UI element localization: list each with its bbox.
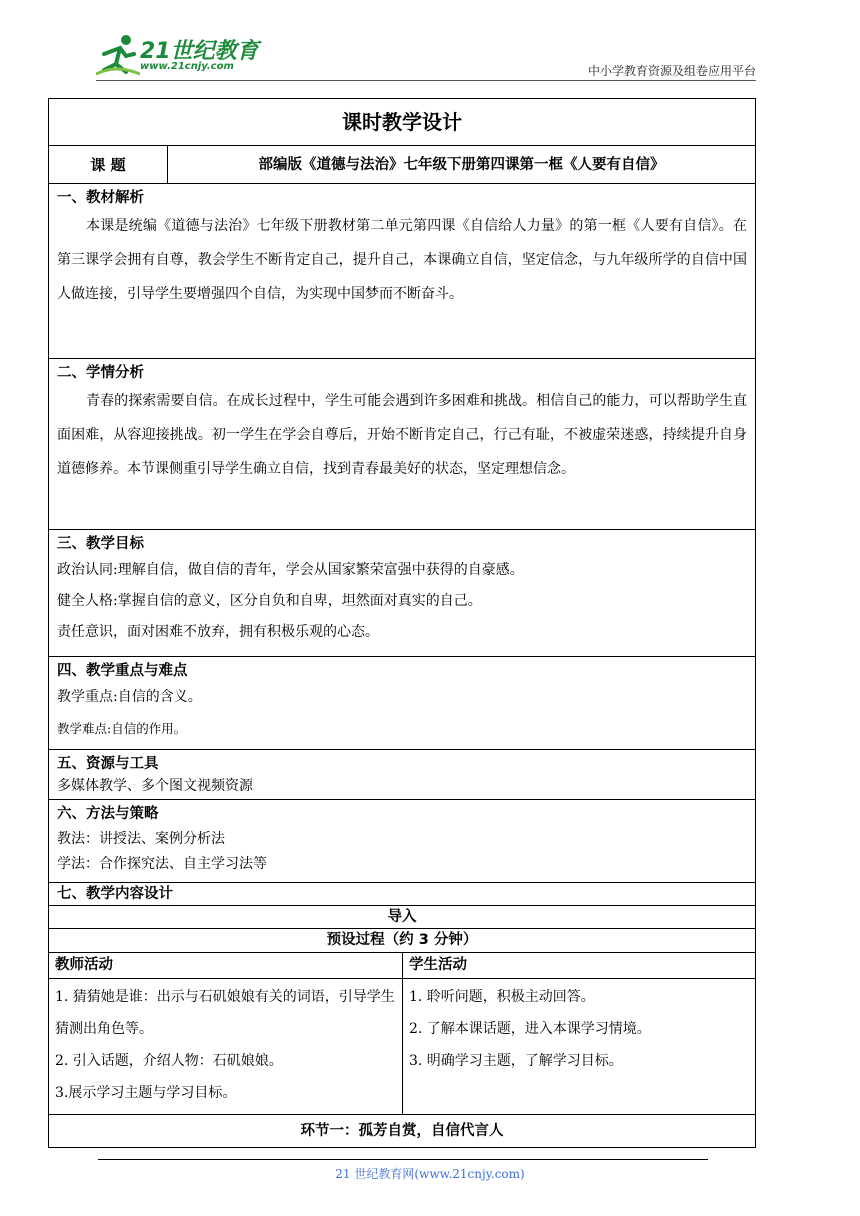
- teacher-activity-list: [49, 979, 403, 1114]
- footer-link[interactable]: 21 世纪教育网(www.21cnjy.com): [335, 1167, 525, 1181]
- section-resources: [49, 750, 755, 800]
- section-objectives: [49, 530, 755, 657]
- key-point: 教学重点:自信的含义。: [57, 689, 202, 705]
- resources-text: 多媒体教学、多个图文视频资源: [57, 778, 253, 794]
- header-divider: [96, 80, 756, 81]
- student-activity-header: 学生活动: [409, 957, 467, 973]
- section-heading: 六、方法与策略: [57, 806, 159, 822]
- learning-method: 学法：合作探究法、自主学习法等: [57, 856, 267, 872]
- section-heading: 三、教学目标: [57, 536, 144, 552]
- segment-one-label: 环节一：孤芳自赏，自信代言人: [300, 1123, 504, 1139]
- student-activity-list: [403, 979, 755, 1114]
- preset-process-label: 预设过程（约 3 分钟）: [49, 929, 755, 953]
- teacher-activity-item: 3.展示学习主题与学习目标。: [55, 1085, 237, 1101]
- teacher-activity-item: 2. 引入话题，介绍人物：石矶娘娘。: [55, 1053, 283, 1069]
- section-textbook-analysis: [49, 184, 755, 359]
- section-heading: 四、教学重点与难点: [57, 663, 188, 679]
- objective-line: 健全人格:掌握自信的意义，区分自负和自卑，坦然面对真实的自己。: [57, 593, 482, 609]
- section-heading: 一、教材解析: [57, 190, 144, 206]
- topic-row: [49, 146, 755, 184]
- student-activity-item: 3. 明确学习主题，了解学习目标。: [409, 1053, 623, 1069]
- document-title: 课时教学设计: [49, 99, 755, 146]
- page-header: [0, 0, 860, 90]
- intro-label: 导入: [49, 906, 755, 929]
- section-key-points: [49, 657, 755, 750]
- student-activity-item: 2. 了解本课话题，进入本课学习情境。: [409, 1021, 651, 1037]
- logo: [96, 34, 266, 80]
- topic-value: 部编版《道德与法治》七年级下册第四课第一框《人要有自信》: [258, 157, 665, 173]
- section-heading: 二、学情分析: [57, 365, 144, 381]
- teacher-activity-item: 1. 猜猜她是谁：出示与石矶娘娘有关的词语，引导学生猜测出角色等。: [55, 989, 395, 1037]
- footer-divider: [98, 1159, 708, 1160]
- difficult-point: 教学难点:自信的作用。: [57, 721, 187, 736]
- teaching-method: 教法：讲授法、案例分析法: [57, 831, 225, 847]
- lesson-design-table: [48, 98, 756, 1148]
- section-heading: 五、资源与工具: [57, 756, 159, 772]
- section-content-design: [49, 883, 755, 906]
- logo-url: www.21cnjy.com: [140, 61, 234, 72]
- section-text: 本课是统编《道德与法治》七年级下册教材第二单元第四课《自信给人力量》的第一框《人要有自信》。在第三课学会拥有自尊，教会学生不断肯定自己，提升自己，本课确立自信，坚定信念，与九年级所学的自信中国人做连接，引导学生要增强四个自信，为实现中国梦而不断奋斗。: [57, 218, 747, 302]
- topic-label: 课 题: [49, 146, 168, 183]
- student-activity-item: 1. 聆听问题，积极主动回答。: [409, 989, 595, 1005]
- section-heading: 七、教学内容设计: [57, 886, 173, 902]
- objective-line: 政治认同:理解自信，做自信的青年，学会从国家繁荣富强中获得的自豪感。: [57, 562, 524, 578]
- activity-header-row: [49, 953, 755, 979]
- logo-text: 21世纪教育: [140, 39, 259, 64]
- objective-line: 责任意识，面对困难不放弃，拥有积极乐观的心态。: [57, 624, 379, 640]
- activity-content-row: [49, 979, 755, 1115]
- runner-logo-icon: [96, 34, 140, 80]
- header-tagline: 中小学教育资源及组卷应用平台: [587, 64, 756, 78]
- section-text: 青春的探索需要自信。在成长过程中，学生可能会遇到许多困难和挑战。相信自己的能力，可以帮助学生直面困难，从容迎接挑战。初一学生在学会自尊后，开始不断肯定自己，行己有耻，不被虚荣迷惑，持续提升自身道德修养。本节课侧重引导学生确立自信，找到青春最美好的状态，坚定理想信念。: [57, 393, 747, 477]
- section-methods: [49, 800, 755, 883]
- section-student-analysis: [49, 359, 755, 530]
- teacher-activity-header: 教师活动: [49, 953, 403, 978]
